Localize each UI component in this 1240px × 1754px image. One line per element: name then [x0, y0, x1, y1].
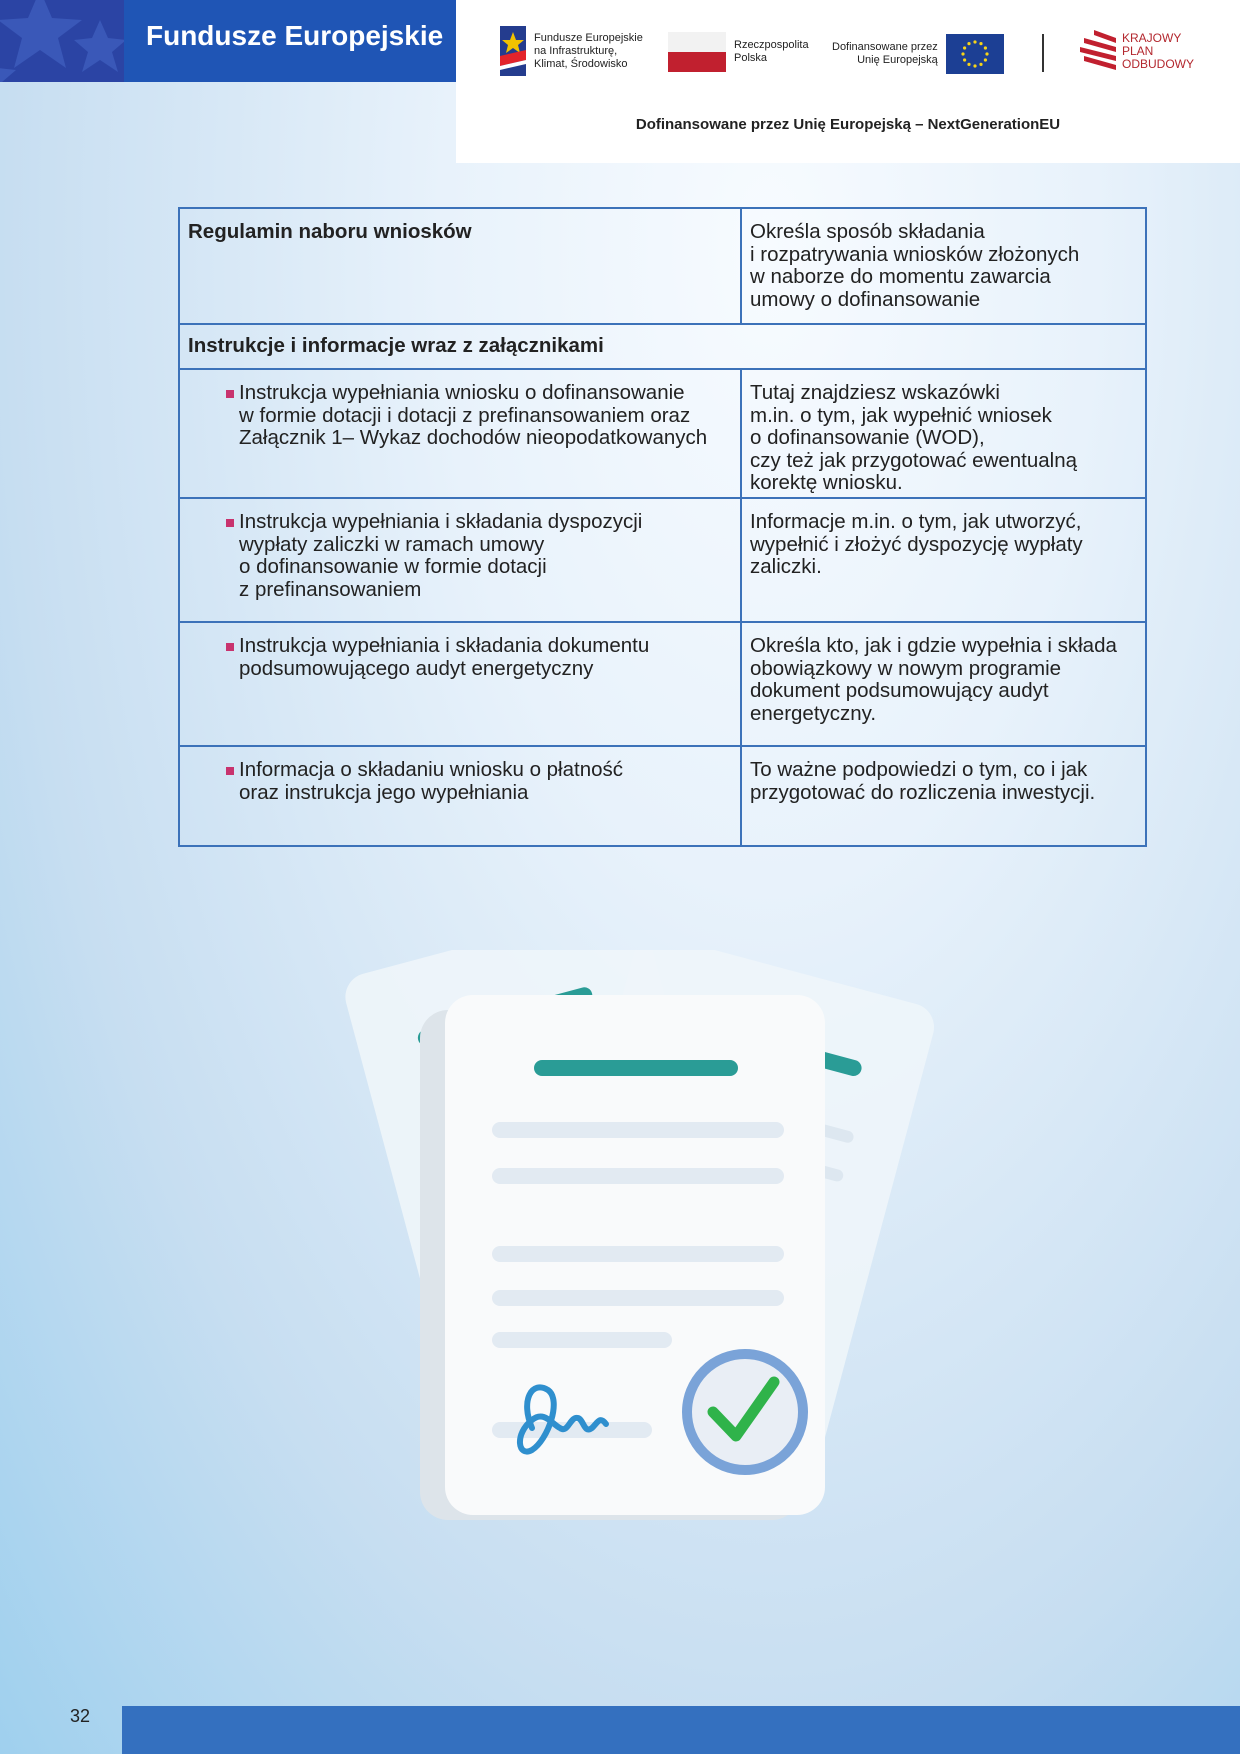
kpo-logo	[1080, 30, 1194, 72]
eu-flag-icon	[946, 34, 1004, 74]
table-row	[179, 369, 1146, 498]
table-row	[179, 498, 1146, 622]
document-name: Instrukcja wypełniania i składania dokumentu podsumowującego audyt energetyczny	[239, 634, 650, 680]
table-cell-description: Tutaj znajdziesz wskazówki m.in. o tym, jak wypełnić wniosek o dofinansowanie (WOD), czy też jak przygotować ewentualną korektę wniosku.	[741, 369, 1146, 498]
footer-bar	[122, 1706, 1240, 1754]
bullet-icon	[226, 519, 234, 527]
checkmark-seal-icon	[687, 1354, 803, 1470]
table-section-header: Instrukcje i informacje wraz z załącznikami	[179, 324, 1146, 369]
eu-logo-text: Dofinansowane przez Unię Europejską	[832, 41, 938, 66]
table-row	[179, 746, 1146, 846]
nextgeneration-caption: Dofinansowane przez Unię Europejską – NextGenerationEU	[635, 116, 1061, 133]
table-cell-document	[179, 369, 741, 498]
document-title-line	[534, 1060, 738, 1076]
rp-logo	[668, 32, 809, 72]
documents-table	[178, 207, 1147, 847]
table-cell-description: To ważne podpowiedzi o tym, co i jak przygotować do rozliczenia inwestycji.	[741, 746, 1146, 846]
kpo-logo-icon	[1080, 30, 1116, 72]
bullet-icon	[226, 767, 234, 775]
rp-logo-text: Rzeczpospolita Polska	[734, 39, 809, 64]
table-cell-description: Informacje m.in. o tym, jak utworzyć, wypełnić i złożyć dyspozycję wypłaty zaliczki.	[741, 498, 1146, 622]
eu-stars-graphic	[0, 0, 124, 82]
header-brand-bar	[0, 0, 456, 82]
page-number: 32	[70, 1706, 91, 1726]
header-logos	[456, 0, 1240, 163]
table-section-row	[179, 324, 1146, 369]
document-name: Instrukcja wypełniania i składania dyspozycji wypłaty zaliczki w ramach umowy o dofinansowanie w formie dotacji z prefinansowaniem	[239, 510, 643, 601]
table-row	[179, 208, 1146, 324]
table-cell-document	[179, 746, 741, 846]
documents-illustration	[270, 950, 1010, 1570]
table-cell-document	[179, 622, 741, 746]
feniks-logo	[500, 26, 643, 76]
document-sheet-front	[445, 995, 825, 1515]
fe-logo-icon	[500, 26, 526, 76]
feniks-logo-line-1: Fundusze Europejskie na Infrastrukturę, Klimat, Środowisko	[534, 31, 643, 70]
eu-logo	[832, 34, 1004, 74]
polish-flag-icon	[668, 32, 726, 72]
table-cell-document	[179, 208, 741, 324]
kpo-logo-text: KRAJOWY PLAN ODBUDOWY	[1122, 30, 1194, 71]
logo-divider	[1042, 34, 1044, 72]
table-cell-description: Określa sposób składania i rozpatrywania wniosków złożonych w naborze do momentu zawarcia umowy o dofinansowanie	[741, 208, 1146, 324]
table-row	[179, 622, 1146, 746]
bullet-icon	[226, 390, 234, 398]
header-title: Fundusze Europejskie	[146, 20, 444, 51]
document-name: Informacja o składaniu wniosku o płatność oraz instrukcja jego wypełniania	[239, 758, 624, 804]
bullet-icon	[226, 643, 234, 651]
document-name: Instrukcja wypełniania wniosku o dofinansowanie w formie dotacji i dotacji z prefinansowaniem oraz Załącznik 1– Wykaz dochodów nieopodatkowanych	[239, 381, 708, 449]
table-cell-description: Określa kto, jak i gdzie wypełnia i składa obowiązkowy w nowym programie dokument podsumowujący audyt energetyczny.	[741, 622, 1146, 746]
document-name: Regulamin naboru wniosków	[188, 220, 472, 243]
table-cell-document	[179, 498, 741, 622]
